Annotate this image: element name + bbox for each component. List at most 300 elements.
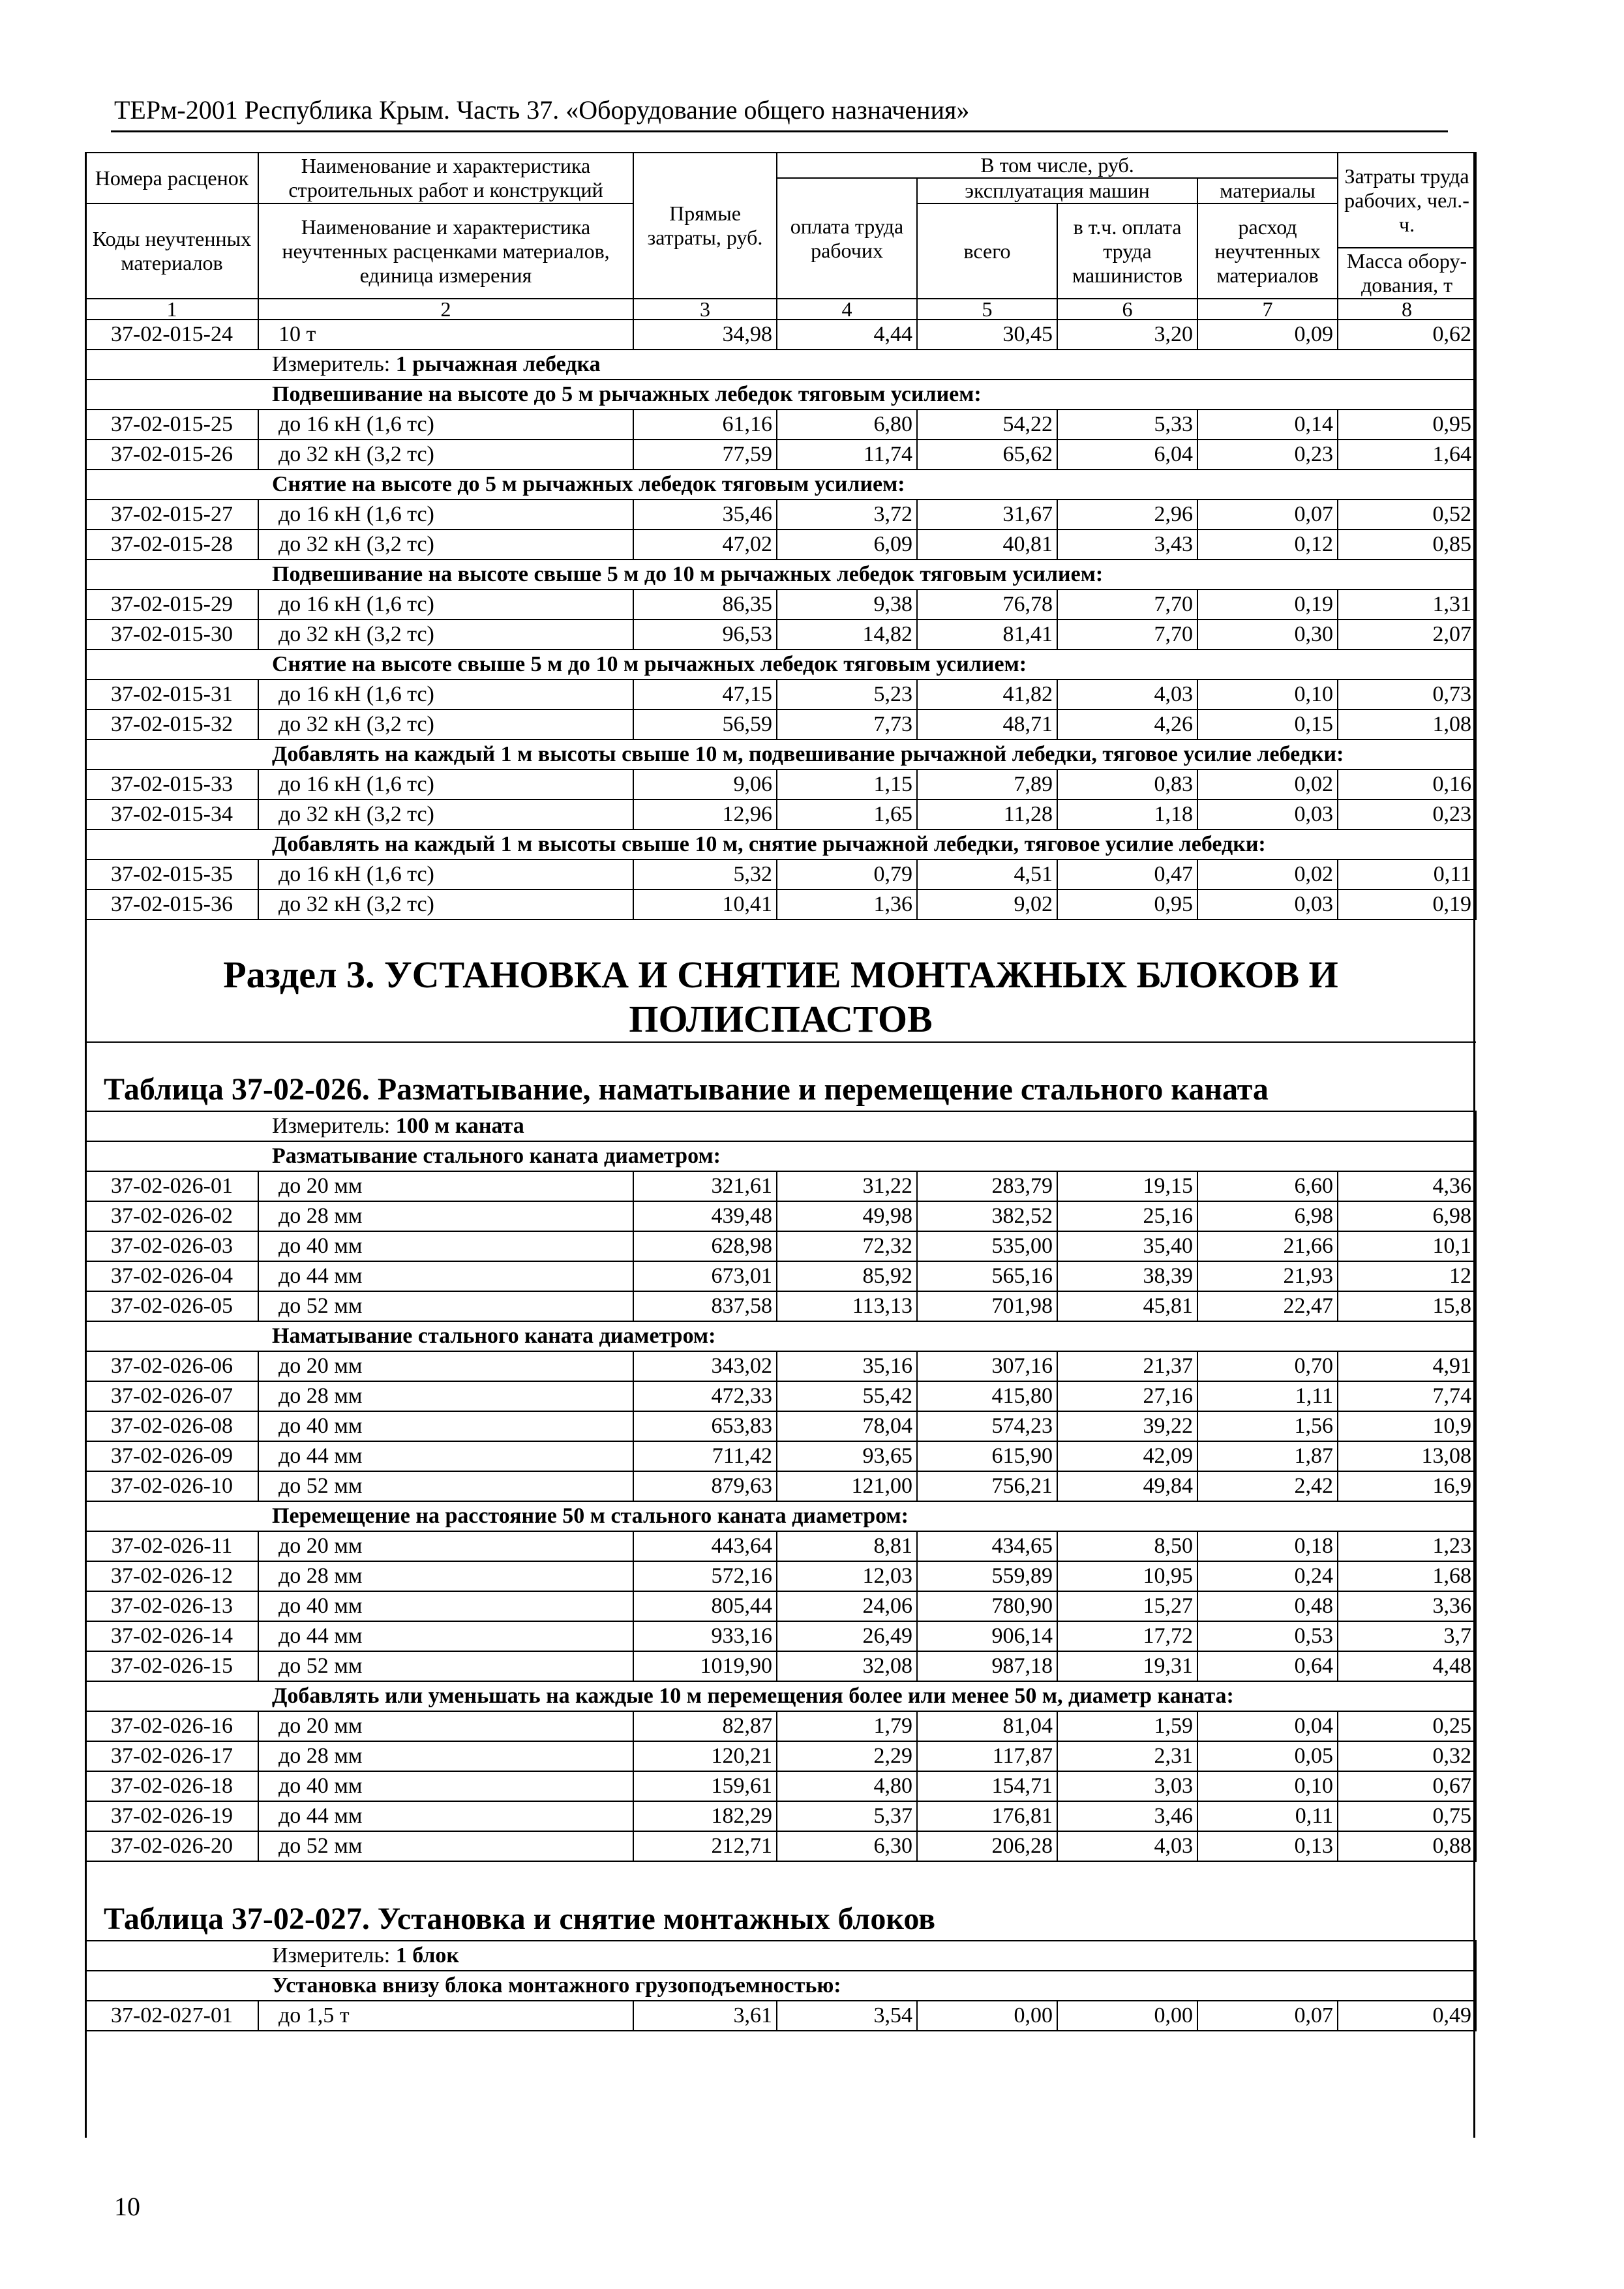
measure-label: Измеритель:	[272, 352, 396, 376]
rate-code: 37-02-026-07	[85, 1381, 258, 1411]
operator-wages-value: 38,39	[1057, 1261, 1197, 1291]
operator-wages-value: 7,70	[1057, 590, 1197, 620]
operator-wages-value: 2,31	[1057, 1741, 1197, 1771]
labor-hours-value: 0,85	[1338, 530, 1476, 560]
col-number: 6	[1057, 299, 1197, 320]
group-heading: Добавлять или уменьшать на каждые 10 м перемещения более или менее 50 м, диаметр каната:	[85, 1681, 1476, 1711]
direct-costs-value: 5,32	[633, 860, 777, 890]
material-usage-value: 0,64	[1197, 1651, 1338, 1681]
table-row	[85, 800, 1476, 830]
worker-wages-value: 6,30	[777, 1831, 917, 1861]
labor-hours-value: 0,23	[1338, 800, 1476, 830]
table-row	[85, 1831, 1476, 1861]
item-name: до 52 мм	[258, 1471, 633, 1501]
item-name: до 32 кН (3,2 тс)	[258, 890, 633, 920]
operator-wages-value: 5,33	[1057, 410, 1197, 440]
running-header: ТЕРм-2001 Республика Крым. Часть 37. «Оборудование общего назначения»	[114, 95, 970, 125]
col-number: 5	[917, 299, 1057, 320]
table-row	[85, 1741, 1476, 1771]
machines-total-value: 206,28	[917, 1831, 1057, 1861]
labor-hours-value: 0,67	[1338, 1771, 1476, 1801]
worker-wages-value: 3,54	[777, 2001, 917, 2031]
direct-costs-value: 711,42	[633, 1441, 777, 1471]
group-heading-row	[85, 650, 1476, 680]
rate-code: 37-02-026-17	[85, 1741, 258, 1771]
table-row	[85, 1771, 1476, 1801]
col-code-header: Номера расценок	[85, 153, 258, 203]
direct-costs-value: 34,98	[633, 320, 777, 350]
item-name: до 32 кН (3,2 тс)	[258, 710, 633, 740]
worker-wages-value: 4,80	[777, 1771, 917, 1801]
item-name: до 52 мм	[258, 1291, 633, 1321]
table-row	[85, 860, 1476, 890]
material-usage-value: 0,03	[1197, 890, 1338, 920]
item-name: до 28 мм	[258, 1561, 633, 1591]
table-row	[85, 500, 1476, 530]
material-usage-value: 1,87	[1197, 1441, 1338, 1471]
rate-code: 37-02-026-05	[85, 1291, 258, 1321]
material-usage-value: 0,07	[1197, 2001, 1338, 2031]
table-row	[85, 1561, 1476, 1591]
machines-total-value: 9,02	[917, 890, 1057, 920]
operator-wages-value: 0,83	[1057, 770, 1197, 800]
operator-wages-value: 3,20	[1057, 320, 1197, 350]
material-usage-value: 1,11	[1197, 1381, 1338, 1411]
col-number: 7	[1197, 299, 1338, 320]
labor-hours-value: 0,75	[1338, 1801, 1476, 1831]
table-row	[85, 1231, 1476, 1261]
labor-hours-value: 0,62	[1338, 320, 1476, 350]
item-name: до 16 кН (1,6 тс)	[258, 860, 633, 890]
labor-hours-value: 4,91	[1338, 1351, 1476, 1381]
material-usage-value: 0,09	[1197, 320, 1338, 350]
section-title: Раздел 3. УСТАНОВКА И СНЯТИЕ МОНТАЖНЫХ БЛОКОВ И ПОЛИСПАСТОВ	[223, 953, 1338, 1040]
machines-total-value: 574,23	[917, 1411, 1057, 1441]
measure-unit: 1 рычажная лебедка	[395, 352, 601, 376]
machines-total-value: 307,16	[917, 1351, 1057, 1381]
labor-hours-value: 1,68	[1338, 1561, 1476, 1591]
direct-costs-value: 879,63	[633, 1471, 777, 1501]
worker-wages-value: 0,79	[777, 860, 917, 890]
material-usage-value: 0,11	[1197, 1801, 1338, 1831]
direct-costs-value: 653,83	[633, 1411, 777, 1441]
table-row	[85, 1801, 1476, 1831]
operator-wages-value: 19,15	[1057, 1171, 1197, 1201]
group-heading-row	[85, 1321, 1476, 1351]
direct-costs-value: 837,58	[633, 1291, 777, 1321]
machines-total-value: 987,18	[917, 1651, 1057, 1681]
direct-costs-value: 1019,90	[633, 1651, 777, 1681]
operator-wages-value: 45,81	[1057, 1291, 1197, 1321]
direct-costs-value: 933,16	[633, 1621, 777, 1651]
material-usage-value: 1,56	[1197, 1411, 1338, 1441]
item-name: до 44 мм	[258, 1261, 633, 1291]
item-name: до 28 мм	[258, 1381, 633, 1411]
material-usage-value: 0,48	[1197, 1591, 1338, 1621]
table-row	[85, 1201, 1476, 1231]
group-heading: Наматывание стального каната диаметром:	[85, 1321, 1476, 1351]
labor-hours-value: 7,74	[1338, 1381, 1476, 1411]
col-number: 8	[1338, 299, 1476, 320]
machines-total-value: 176,81	[917, 1801, 1057, 1831]
material-usage-value: 0,18	[1197, 1531, 1338, 1561]
worker-wages-value: 32,08	[777, 1651, 917, 1681]
machines-total-value: 65,62	[917, 440, 1057, 470]
machines-header: эксплуатация машин	[917, 178, 1197, 203]
rate-code: 37-02-015-31	[85, 680, 258, 710]
col-labor-header: Затраты труда рабочих, чел.-ч.	[1338, 153, 1476, 248]
worker-wages-value: 1,79	[777, 1711, 917, 1741]
column-numbers-row	[85, 299, 1476, 320]
worker-wages-value: 93,65	[777, 1441, 917, 1471]
table-row	[85, 770, 1476, 800]
machines-total-value: 30,45	[917, 320, 1057, 350]
table-row	[85, 320, 1476, 350]
direct-costs-value: 673,01	[633, 1261, 777, 1291]
operator-wages-value: 3,43	[1057, 530, 1197, 560]
group-heading-row	[85, 470, 1476, 500]
direct-costs-value: 10,41	[633, 890, 777, 920]
rate-code: 37-02-015-26	[85, 440, 258, 470]
direct-costs-value: 86,35	[633, 590, 777, 620]
labor-hours-value: 0,11	[1338, 860, 1476, 890]
material-usage-value: 0,70	[1197, 1351, 1338, 1381]
group-heading: Снятие на высоте свыше 5 м до 10 м рычажных лебедок тяговым усилием:	[85, 650, 1476, 680]
worker-wages-value: 1,65	[777, 800, 917, 830]
operator-wages-value: 21,37	[1057, 1351, 1197, 1381]
col-unaccounted-codes-header: Коды неучтенных материалов	[85, 203, 258, 299]
worker-wages-value: 5,37	[777, 1801, 917, 1831]
rate-code: 37-02-026-02	[85, 1201, 258, 1231]
rate-code: 37-02-026-04	[85, 1261, 258, 1291]
worker-wages-value: 1,15	[777, 770, 917, 800]
item-name: до 32 кН (3,2 тс)	[258, 440, 633, 470]
machines-total-value: 565,16	[917, 1261, 1057, 1291]
material-usage-value: 6,60	[1197, 1171, 1338, 1201]
table-row	[85, 410, 1476, 440]
worker-wages-value: 55,42	[777, 1381, 917, 1411]
col-wages-header: оплата труда рабочих	[777, 178, 917, 299]
measure-label: Измеритель:	[272, 1114, 396, 1138]
direct-costs-value: 3,61	[633, 2001, 777, 2031]
direct-costs-value: 120,21	[633, 1741, 777, 1771]
machines-total-value: 780,90	[917, 1591, 1057, 1621]
group-heading-row	[85, 830, 1476, 860]
col-unaccounted-name-header: Наименование и характеристика неучтенных расценками материалов, единица измерения	[258, 203, 633, 299]
worker-wages-value: 9,38	[777, 590, 917, 620]
price-table	[85, 152, 1477, 2031]
direct-costs-value: 47,15	[633, 680, 777, 710]
group-heading-row	[85, 1501, 1476, 1531]
rate-code: 37-02-026-01	[85, 1171, 258, 1201]
material-usage-value: 2,42	[1197, 1471, 1338, 1501]
table-row	[85, 440, 1476, 470]
group-heading: Установка внизу блока монтажного грузоподъемностью:	[85, 1971, 1476, 2001]
worker-wages-value: 49,98	[777, 1201, 917, 1231]
labor-hours-value: 0,19	[1338, 890, 1476, 920]
material-usage-value: 0,53	[1197, 1621, 1338, 1651]
labor-hours-value: 0,16	[1338, 770, 1476, 800]
direct-costs-value: 35,46	[633, 500, 777, 530]
rate-code: 37-02-015-24	[85, 320, 258, 350]
direct-costs-value: 182,29	[633, 1801, 777, 1831]
material-usage-value: 0,23	[1197, 440, 1338, 470]
material-usage-value: 0,02	[1197, 860, 1338, 890]
measure-unit: 1 блок	[395, 1943, 460, 1967]
labor-hours-value: 0,52	[1338, 500, 1476, 530]
item-name: до 40 мм	[258, 1411, 633, 1441]
worker-wages-value: 113,13	[777, 1291, 917, 1321]
direct-costs-value: 82,87	[633, 1711, 777, 1741]
worker-wages-value: 4,44	[777, 320, 917, 350]
worker-wages-value: 121,00	[777, 1471, 917, 1501]
material-usage-value: 0,12	[1197, 530, 1338, 560]
direct-costs-value: 805,44	[633, 1591, 777, 1621]
machines-total-value: 415,80	[917, 1381, 1057, 1411]
operator-wages-value: 1,59	[1057, 1711, 1197, 1741]
material-usage-value: 0,14	[1197, 410, 1338, 440]
machines-total-value: 81,04	[917, 1711, 1057, 1741]
operator-wages-value: 39,22	[1057, 1411, 1197, 1441]
header-rule	[111, 130, 1448, 132]
table-row	[85, 1471, 1476, 1501]
direct-costs-value: 9,06	[633, 770, 777, 800]
table-row	[85, 2001, 1476, 2031]
group-heading-row	[85, 1681, 1476, 1711]
item-name: до 40 мм	[258, 1771, 633, 1801]
item-name: до 1,5 т	[258, 2001, 633, 2031]
rate-code: 37-02-015-28	[85, 530, 258, 560]
rate-code: 37-02-015-25	[85, 410, 258, 440]
measure-unit: 100 м каната	[395, 1114, 524, 1138]
incl-header: В том числе, руб.	[777, 153, 1338, 178]
col-number: 1	[85, 299, 258, 320]
item-name: до 20 мм	[258, 1171, 633, 1201]
group-heading: Подвешивание на высоте свыше 5 м до 10 м рычажных лебедок тяговым усилием:	[85, 560, 1476, 590]
worker-wages-value: 85,92	[777, 1261, 917, 1291]
table-row	[85, 1261, 1476, 1291]
item-name: до 16 кН (1,6 тс)	[258, 680, 633, 710]
rate-code: 37-02-015-34	[85, 800, 258, 830]
rate-code: 37-02-015-27	[85, 500, 258, 530]
worker-wages-value: 1,36	[777, 890, 917, 920]
rate-code: 37-02-026-18	[85, 1771, 258, 1801]
material-usage-value: 6,98	[1197, 1201, 1338, 1231]
group-heading-row	[85, 560, 1476, 590]
item-name: до 32 кН (3,2 тс)	[258, 800, 633, 830]
table-row	[85, 530, 1476, 560]
material-usage-value: 21,66	[1197, 1231, 1338, 1261]
item-name: до 16 кН (1,6 тс)	[258, 770, 633, 800]
group-heading: Подвешивание на высоте до 5 м рычажных лебедок тяговым усилием:	[85, 380, 1476, 410]
worker-wages-value: 5,23	[777, 680, 917, 710]
machines-total-value: 31,67	[917, 500, 1057, 530]
labor-hours-value: 2,07	[1338, 620, 1476, 650]
labor-hours-value: 4,36	[1338, 1171, 1476, 1201]
group-heading: Добавлять на каждый 1 м высоты свыше 10 м, снятие рычажной лебедки, тяговое усилие лебедки:	[85, 830, 1476, 860]
worker-wages-value: 8,81	[777, 1531, 917, 1561]
machines-total-value: 0,00	[917, 2001, 1057, 2031]
col-material-usage-header: расход неучтенных материалов	[1197, 203, 1338, 299]
direct-costs-value: 439,48	[633, 1201, 777, 1231]
material-usage-value: 0,10	[1197, 680, 1338, 710]
rate-code: 37-02-015-32	[85, 710, 258, 740]
material-usage-value: 21,93	[1197, 1261, 1338, 1291]
rate-code: 37-02-026-10	[85, 1471, 258, 1501]
table-row	[85, 1711, 1476, 1741]
rate-code: 37-02-015-30	[85, 620, 258, 650]
direct-costs-value: 61,16	[633, 410, 777, 440]
table-row	[85, 680, 1476, 710]
table-row	[85, 1381, 1476, 1411]
table-row	[85, 590, 1476, 620]
measure-row	[85, 350, 1476, 380]
labor-hours-value: 1,64	[1338, 440, 1476, 470]
machines-total-value: 559,89	[917, 1561, 1057, 1591]
material-usage-value: 0,03	[1197, 800, 1338, 830]
table-row	[85, 620, 1476, 650]
operator-wages-value: 25,16	[1057, 1201, 1197, 1231]
direct-costs-value: 628,98	[633, 1231, 777, 1261]
rate-code: 37-02-015-29	[85, 590, 258, 620]
machines-total-value: 535,00	[917, 1231, 1057, 1261]
table-row	[85, 890, 1476, 920]
machines-total-value: 756,21	[917, 1471, 1057, 1501]
machines-total-value: 434,65	[917, 1531, 1057, 1561]
operator-wages-value: 4,03	[1057, 1831, 1197, 1861]
item-name: до 44 мм	[258, 1621, 633, 1651]
measure-label: Измеритель:	[272, 1943, 396, 1967]
worker-wages-value: 78,04	[777, 1411, 917, 1441]
table-row	[85, 1591, 1476, 1621]
labor-hours-value: 1,31	[1338, 590, 1476, 620]
operator-wages-value: 3,46	[1057, 1801, 1197, 1831]
labor-hours-value: 3,36	[1338, 1591, 1476, 1621]
rate-code: 37-02-015-36	[85, 890, 258, 920]
operator-wages-value: 4,26	[1057, 710, 1197, 740]
labor-hours-value: 0,95	[1338, 410, 1476, 440]
worker-wages-value: 3,72	[777, 500, 917, 530]
labor-hours-value: 12	[1338, 1261, 1476, 1291]
operator-wages-value: 17,72	[1057, 1621, 1197, 1651]
rate-code: 37-02-026-14	[85, 1621, 258, 1651]
operator-wages-value: 6,04	[1057, 440, 1197, 470]
group-heading-row	[85, 740, 1476, 770]
rate-code: 37-02-026-08	[85, 1411, 258, 1441]
material-usage-value: 0,10	[1197, 1771, 1338, 1801]
labor-hours-value: 3,7	[1338, 1621, 1476, 1651]
table-row	[85, 1411, 1476, 1441]
group-heading: Добавлять на каждый 1 м высоты свыше 10 м, подвешивание рычажной лебедки, тяговое усилие лебедки:	[85, 740, 1476, 770]
machines-total-value: 76,78	[917, 590, 1057, 620]
material-usage-value: 22,47	[1197, 1291, 1338, 1321]
table-row	[85, 1531, 1476, 1561]
item-name: до 40 мм	[258, 1231, 633, 1261]
col-name-header: Наименование и характеристика строительных работ и конструкций	[258, 153, 633, 203]
direct-costs-value: 321,61	[633, 1171, 777, 1201]
labor-hours-value: 1,23	[1338, 1531, 1476, 1561]
operator-wages-value: 10,95	[1057, 1561, 1197, 1591]
operator-wages-value: 4,03	[1057, 680, 1197, 710]
direct-costs-value: 443,64	[633, 1531, 777, 1561]
worker-wages-value: 31,22	[777, 1171, 917, 1201]
direct-costs-value: 56,59	[633, 710, 777, 740]
machines-total-value: 117,87	[917, 1741, 1057, 1771]
material-usage-value: 0,05	[1197, 1741, 1338, 1771]
labor-hours-value: 0,49	[1338, 2001, 1476, 2031]
material-usage-value: 0,15	[1197, 710, 1338, 740]
machines-total-value: 701,98	[917, 1291, 1057, 1321]
machines-total-value: 4,51	[917, 860, 1057, 890]
materials-header: материалы	[1197, 178, 1338, 203]
table-row	[85, 1291, 1476, 1321]
table-row	[85, 1171, 1476, 1201]
operator-wages-value: 35,40	[1057, 1231, 1197, 1261]
direct-costs-value: 96,53	[633, 620, 777, 650]
rate-code: 37-02-027-01	[85, 2001, 258, 2031]
machines-total-value: 154,71	[917, 1771, 1057, 1801]
operator-wages-value: 0,47	[1057, 860, 1197, 890]
worker-wages-value: 14,82	[777, 620, 917, 650]
labor-hours-value: 10,9	[1338, 1411, 1476, 1441]
group-heading-row	[85, 380, 1476, 410]
direct-costs-value: 12,96	[633, 800, 777, 830]
material-usage-value: 0,24	[1197, 1561, 1338, 1591]
item-name: до 20 мм	[258, 1711, 633, 1741]
table-row	[85, 1651, 1476, 1681]
table-title-row	[85, 1042, 1476, 1111]
machines-total-value: 906,14	[917, 1621, 1057, 1651]
rate-code: 37-02-026-16	[85, 1711, 258, 1741]
material-usage-value: 0,07	[1197, 500, 1338, 530]
operator-wages-value: 1,18	[1057, 800, 1197, 830]
direct-costs-value: 77,59	[633, 440, 777, 470]
table-title: Таблица 37-02-027. Установка и снятие монтажных блоков	[104, 1902, 936, 1936]
table-row	[85, 1621, 1476, 1651]
labor-hours-value: 16,9	[1338, 1471, 1476, 1501]
worker-wages-value: 24,06	[777, 1591, 917, 1621]
machines-total-value: 382,52	[917, 1201, 1057, 1231]
item-name: 10 т	[258, 320, 633, 350]
item-name: до 16 кН (1,6 тс)	[258, 590, 633, 620]
operator-wages-value: 8,50	[1057, 1531, 1197, 1561]
rate-code: 37-02-026-19	[85, 1801, 258, 1831]
operator-wages-value: 2,96	[1057, 500, 1197, 530]
labor-hours-value: 15,8	[1338, 1291, 1476, 1321]
direct-costs-value: 343,02	[633, 1351, 777, 1381]
labor-hours-value: 0,25	[1338, 1711, 1476, 1741]
machines-total-value: 40,81	[917, 530, 1057, 560]
direct-costs-value: 159,61	[633, 1771, 777, 1801]
material-usage-value: 0,13	[1197, 1831, 1338, 1861]
labor-hours-value: 13,08	[1338, 1441, 1476, 1471]
labor-hours-value: 0,88	[1338, 1831, 1476, 1861]
rate-code: 37-02-026-20	[85, 1831, 258, 1861]
col-direct-costs-header: Прямые затраты, руб.	[633, 153, 777, 299]
col-machines-total-header: всего	[917, 203, 1057, 299]
item-name: до 52 мм	[258, 1831, 633, 1861]
worker-wages-value: 7,73	[777, 710, 917, 740]
worker-wages-value: 2,29	[777, 1741, 917, 1771]
operator-wages-value: 49,84	[1057, 1471, 1197, 1501]
direct-costs-value: 212,71	[633, 1831, 777, 1861]
operator-wages-value: 7,70	[1057, 620, 1197, 650]
table-body	[85, 320, 1476, 2031]
rate-code: 37-02-026-06	[85, 1351, 258, 1381]
direct-costs-value: 47,02	[633, 530, 777, 560]
rate-code: 37-02-026-03	[85, 1231, 258, 1261]
item-name: до 28 мм	[258, 1201, 633, 1231]
